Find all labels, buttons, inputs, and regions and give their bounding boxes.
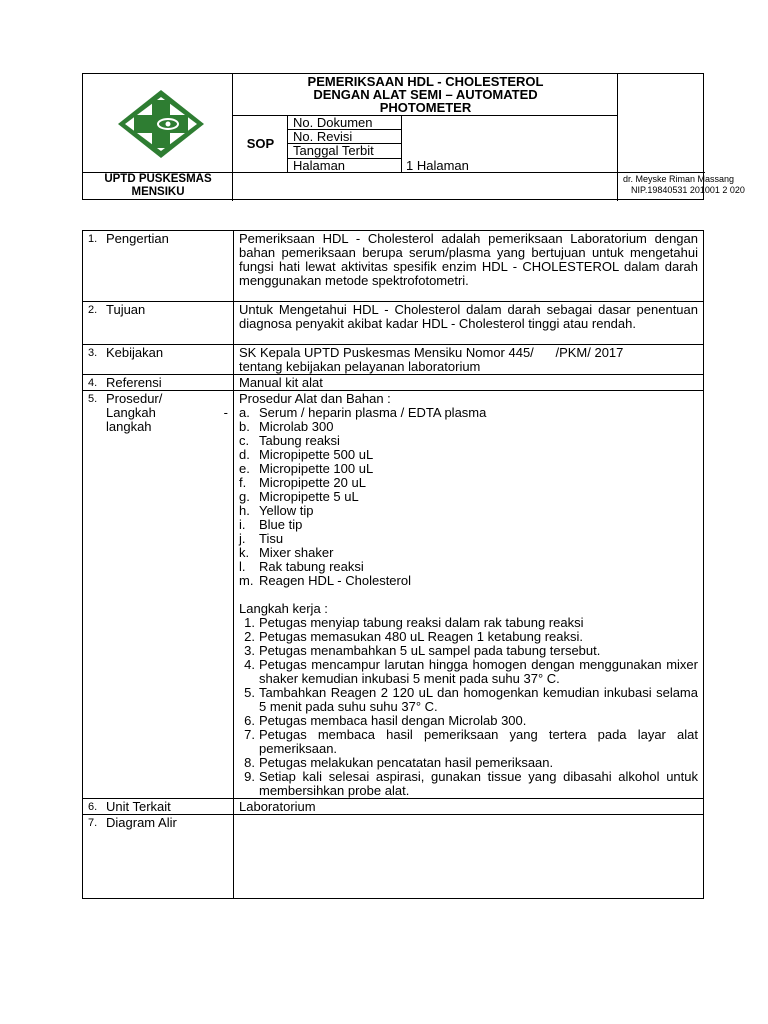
- list-item: [239, 630, 698, 644]
- row-label-cell: [83, 799, 234, 815]
- org-line-1: UPTD PUSKESMAS: [104, 173, 212, 185]
- list-item: [239, 658, 698, 686]
- sop-label: SOP: [246, 136, 275, 151]
- list-item: [239, 448, 698, 462]
- list-marker: k.: [239, 545, 250, 560]
- list-item: [239, 434, 698, 448]
- row-prosedur: [83, 391, 704, 799]
- list-text: Petugas menambahkan 5 uL sampel pada tabung tersebut.: [259, 643, 601, 658]
- row-content: Untuk Mengetahui HDL - Cholesterol dalam darah sebagai dasar penentuan diagnosa penyakit akibat kadar HDL - Cholesterol tinggi atau rendah.: [234, 302, 704, 345]
- row-number: 6.: [88, 801, 98, 813]
- list-text: Petugas membaca hasil dengan Microlab 300.: [259, 713, 527, 728]
- signatory: [618, 172, 745, 201]
- list-text: Micropipette 100 uL: [259, 461, 374, 476]
- list-item: [239, 546, 698, 560]
- list-text: Yellow tip: [259, 503, 314, 518]
- row-label-cell: [83, 231, 234, 302]
- puskesmas-cross-logo-icon: [116, 88, 206, 160]
- signatory-name: dr. Meyske Riman Massang: [623, 174, 735, 184]
- list-text: Tisu: [259, 531, 284, 546]
- list-item: [239, 574, 698, 588]
- list-item: [239, 714, 698, 728]
- organization-name: [83, 172, 233, 201]
- list-marker: 6.: [244, 713, 255, 728]
- list-item: [239, 728, 698, 756]
- kebijakan-line-1: SK Kepala UPTD Puskesmas Mensiku Nomor 445/ /PKM/ 2017: [239, 345, 624, 360]
- list-marker: e.: [239, 461, 250, 476]
- list-item: [239, 420, 698, 434]
- row-content: [234, 815, 704, 899]
- list-text: Setiap kali selesai aspirasi, gunakan tissue yang dibasahi alkohol untuk membersihkan probe alat.: [259, 769, 698, 798]
- row-label: Langkah: [106, 405, 156, 420]
- row-number: 7.: [88, 817, 98, 829]
- row-diagram-alir: [83, 815, 704, 899]
- list-item: [239, 476, 698, 490]
- meta-value: 1 Halaman: [406, 158, 469, 173]
- row-number: 3.: [88, 347, 98, 359]
- list-text: Mixer shaker: [259, 545, 334, 560]
- row-content: [234, 391, 704, 799]
- langkah-heading: Langkah kerja :: [239, 601, 328, 616]
- alat-heading: Prosedur Alat dan Bahan :: [239, 391, 391, 406]
- row-label-cell: [83, 815, 234, 899]
- list-marker: 1.: [244, 615, 255, 630]
- list-marker: d.: [239, 447, 250, 462]
- list-text: Petugas melakukan pencatatan hasil pemeriksaan.: [259, 755, 554, 770]
- list-marker: c.: [239, 433, 250, 448]
- list-item: [239, 644, 698, 658]
- list-marker: b.: [239, 419, 250, 434]
- row-number: 2.: [88, 304, 98, 316]
- row-referensi: [83, 375, 704, 391]
- list-text: Petugas membaca hasil pemeriksaan yang tertera pada layar alat pemeriksaan.: [259, 727, 698, 756]
- row-label: Referensi: [106, 375, 162, 390]
- title-line-3: PHOTOMETER: [379, 100, 472, 115]
- list-text: Petugas menyiap tabung reaksi dalam rak tabung reaksi: [259, 615, 584, 630]
- list-text: Blue tip: [259, 517, 303, 532]
- row-label-cell: [83, 375, 234, 391]
- alat-list: [239, 406, 698, 588]
- list-item: [239, 406, 698, 420]
- list-text: Micropipette 20 uL: [259, 475, 366, 490]
- row-pengertian: [83, 231, 704, 302]
- list-marker: 9.: [244, 769, 255, 784]
- list-marker: i.: [239, 517, 246, 532]
- row-label-cell: [83, 302, 234, 345]
- list-item: [239, 490, 698, 504]
- list-text: Petugas memasukan 480 uL Reagen 1 ketabung reaksi.: [259, 629, 584, 644]
- row-unit-terkait: [83, 799, 704, 815]
- meta-row-halaman: [288, 159, 618, 173]
- list-text: Micropipette 500 uL: [259, 447, 374, 462]
- row-content: [234, 345, 704, 375]
- title-line-2: DENGAN ALAT SEMI – AUTOMATED: [313, 87, 538, 102]
- list-item: [239, 686, 698, 714]
- logo-container: [83, 74, 233, 172]
- row-label: Kebijakan: [106, 345, 164, 360]
- meta-key: No. Revisi: [293, 129, 353, 144]
- list-text: Micropipette 5 uL: [259, 489, 359, 504]
- list-item: [239, 518, 698, 532]
- row-label: Diagram Alir: [106, 815, 177, 830]
- row-content: Laboratorium: [234, 799, 704, 815]
- list-marker: 8.: [244, 755, 255, 770]
- sop-content-table: [82, 230, 704, 899]
- list-text: Reagen HDL - Cholesterol: [259, 573, 411, 588]
- list-marker: 7.: [244, 727, 255, 742]
- list-item: [239, 504, 698, 518]
- signatory-nip: NIP.19840531 201001 2 020: [631, 185, 745, 195]
- document-title: [233, 74, 618, 115]
- row-number: 5.: [88, 393, 98, 405]
- list-text: Rak tabung reaksi: [259, 559, 364, 574]
- list-marker: h.: [239, 503, 250, 518]
- langkah-list: [239, 616, 698, 798]
- row-label-cell: [83, 345, 234, 375]
- title-line-1: PEMERIKSAAN HDL - CHOLESTEROL: [307, 74, 544, 89]
- list-marker: a.: [239, 405, 250, 420]
- list-item: [239, 560, 698, 574]
- list-marker: j.: [239, 531, 246, 546]
- meta-key: No. Dokumen: [293, 115, 373, 130]
- list-marker: g.: [239, 489, 250, 504]
- row-label: Pengertian: [106, 231, 169, 246]
- list-text: Serum / heparin plasma / EDTA plasma: [259, 405, 487, 420]
- list-marker: 5.: [244, 685, 255, 700]
- meta-row-tanggal: [288, 144, 618, 158]
- kebijakan-line-2: tentang kebijakan pelayanan laboratorium: [239, 359, 481, 374]
- list-marker: 4.: [244, 657, 255, 672]
- meta-key: Tanggal Terbit: [293, 143, 374, 158]
- list-text: Tabung reaksi: [259, 433, 340, 448]
- list-text: Tambahkan Reagen 2 120 uL dan homogenkan kemudian inkubasi selama 5 menit pada suhu suhu 37° C.: [259, 685, 698, 714]
- sop-header: [82, 73, 745, 200]
- row-content: Pemeriksaan HDL - Cholesterol adalah pemeriksaan Laboratorium dengan bahan pemeriksaan berupa serum/plasma yang bertujuan untuk mengetahui fungsi hati lewat aktivitas spesifik enzim HDL - CHOLESTEROL dalam darah menggunakan metode spektrofotometri.: [234, 231, 704, 302]
- row-content: Manual kit alat: [234, 375, 704, 391]
- list-item: [239, 532, 698, 546]
- row-label: Unit Terkait: [106, 799, 171, 814]
- list-item: [239, 756, 698, 770]
- row-kebijakan: [83, 345, 704, 375]
- list-marker: f.: [239, 475, 247, 490]
- list-marker: 2.: [244, 629, 255, 644]
- row-tujuan: [83, 302, 704, 345]
- list-marker: m.: [239, 573, 254, 588]
- row-label: Prosedur/: [106, 391, 163, 406]
- meta-row-revisi: [288, 130, 618, 144]
- row-number: 1.: [88, 233, 98, 245]
- list-item: [239, 770, 698, 798]
- row-label: -: [223, 405, 228, 420]
- list-item: [239, 462, 698, 476]
- meta-row-dokumen: [288, 116, 618, 130]
- meta-key: Halaman: [293, 158, 346, 173]
- list-marker: l.: [239, 559, 246, 574]
- row-label-cell: [83, 391, 234, 799]
- list-text: Petugas mencampur larutan hingga homogen dengan menggunakan mixer shaker kemudian inkubasi 5 menit pada suhu 37° C.: [259, 657, 698, 686]
- list-text: Microlab 300: [259, 419, 334, 434]
- list-item: [239, 616, 698, 630]
- list-marker: 3.: [244, 643, 255, 658]
- org-line-2: MENSIKU: [131, 186, 185, 198]
- row-number: 4.: [88, 377, 98, 389]
- row-label: langkah: [106, 419, 152, 434]
- row-label: Tujuan: [106, 302, 146, 317]
